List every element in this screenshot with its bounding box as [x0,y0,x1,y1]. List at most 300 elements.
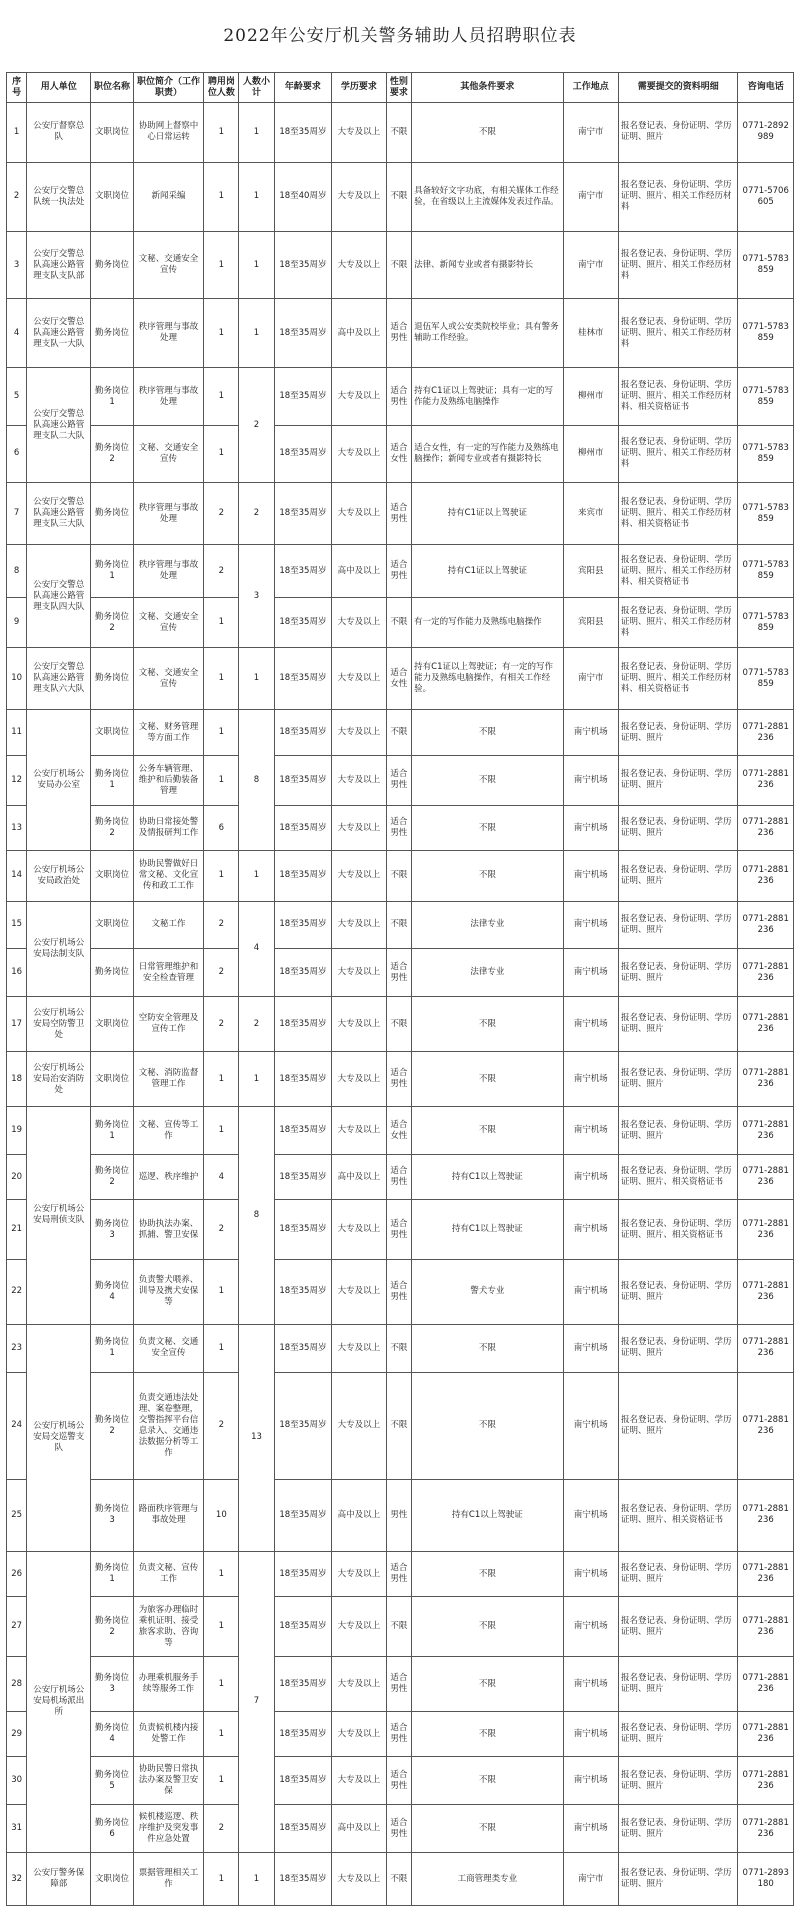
other-requirements: 法律专业 [412,901,563,949]
row-number: 10 [7,648,27,710]
post-description: 秩序管理与事故处理 [133,368,203,425]
age-requirement: 18至40周岁 [274,162,332,231]
post-description: 文秘、交通安全宣传 [133,597,203,647]
post-description: 负责警犬喂养、训导及携犬安保等 [133,1260,203,1325]
work-location: 宾阳县 [563,545,618,598]
contact-phone: 0771-2881236 [738,1712,794,1757]
table-row [7,1480,794,1552]
education-requirement: 大专及以上 [332,1853,386,1906]
other-requirements: 适合女性，有一定的写作能力及熟练电脑操作；新闻专业或者有摄影特长 [412,425,563,482]
required-documents: 报名登记表、身份证明、学历证明、照片、相关资格证书 [619,1480,738,1552]
other-requirements: 不限 [412,1805,563,1853]
header-col-gender: 性别要求 [386,73,412,103]
age-requirement: 18至35周岁 [274,368,332,425]
row-number: 24 [7,1372,27,1480]
age-requirement: 18至35周岁 [274,1712,332,1757]
gender-requirement: 适合男性 [386,1712,412,1757]
age-requirement: 18至35周岁 [274,1597,332,1657]
other-requirements: 持有C1证以上驾驶证 [412,545,563,598]
row-number: 23 [7,1324,27,1372]
gender-requirement: 不限 [386,597,412,647]
hire-count: 2 [204,1372,239,1480]
education-requirement: 大专及以上 [332,1107,386,1155]
hire-count: 1 [204,710,239,755]
hire-count: 10 [204,1480,239,1552]
table-row [7,597,794,647]
age-requirement: 18至35周岁 [274,1805,332,1853]
education-requirement: 大专及以上 [332,483,386,545]
other-requirements: 不限 [412,103,563,163]
post-name: 勤务岗位2 [91,1372,134,1480]
post-description: 巡逻、秩序维护 [133,1154,203,1199]
post-description: 负责候机楼内接处警工作 [133,1712,203,1757]
post-description: 票据管理相关工作 [133,1853,203,1906]
other-requirements: 持有C1证以上驾驶证；具有一定的写作能力及熟练电脑操作 [412,368,563,425]
hire-count: 1 [204,162,239,231]
other-requirements: 持有C1证以上驾驶证；有一定的写作能力及熟练电脑操作，有相关工作经验。 [412,648,563,710]
age-requirement: 18至35周岁 [274,805,332,850]
gender-requirement: 适合男性 [386,1260,412,1325]
work-location: 南宁机场 [563,710,618,755]
gender-requirement: 适合男性 [386,1757,412,1805]
contact-phone: 0771-5783859 [738,368,794,425]
employer-unit: 公安厅机场公安局办公室 [27,710,91,851]
education-requirement: 大专及以上 [332,805,386,850]
row-number: 29 [7,1712,27,1757]
headcount-subtotal: 7 [239,1551,274,1852]
other-requirements: 法律专业 [412,949,563,997]
contact-phone: 0771-2881236 [738,949,794,997]
required-documents: 报名登记表、身份证明、学历证明、照片 [619,1657,738,1712]
age-requirement: 18至35周岁 [274,997,332,1052]
table-row [7,1757,794,1805]
post-name: 勤务岗位1 [91,1107,134,1155]
age-requirement: 18至35周岁 [274,1551,332,1596]
gender-requirement: 适合男性 [386,1551,412,1596]
education-requirement: 大专及以上 [332,851,386,901]
post-name: 勤务岗位1 [91,755,134,805]
post-name: 勤务岗位1 [91,368,134,425]
post-name: 勤务岗位2 [91,805,134,850]
headcount-subtotal: 1 [239,162,274,231]
table-row [7,648,794,710]
header-col-desc: 职位简介（工作职责） [133,73,203,103]
work-location: 南宁机场 [563,1480,618,1552]
age-requirement: 18至35周岁 [274,232,332,299]
employer-unit: 公安厅交警总队高速公路管理支队二大队 [27,368,91,483]
row-number: 16 [7,949,27,997]
work-location: 南宁市 [563,648,618,710]
gender-requirement: 不限 [386,1372,412,1480]
work-location: 南宁机场 [563,1657,618,1712]
row-number: 25 [7,1480,27,1552]
gender-requirement: 不限 [386,1597,412,1657]
contact-phone: 0771-5783859 [738,483,794,545]
gender-requirement: 不限 [386,901,412,949]
table-row [7,997,794,1052]
employer-unit: 公安厅警务保障部 [27,1853,91,1906]
required-documents: 报名登记表、身份证明、学历证明、照片 [619,1712,738,1757]
post-description: 公务车辆管理、维护和后勤装备管理 [133,755,203,805]
headcount-subtotal: 1 [239,1052,274,1107]
row-number: 18 [7,1052,27,1107]
contact-phone: 0771-2881236 [738,1805,794,1853]
hire-count: 2 [204,545,239,598]
contact-phone: 0771-2881236 [738,997,794,1052]
post-name: 勤务岗位5 [91,1757,134,1805]
table-row [7,425,794,482]
table-row [7,1597,794,1657]
hire-count: 1 [204,425,239,482]
table-row [7,901,794,949]
required-documents: 报名登记表、身份证明、学历证明、照片 [619,1372,738,1480]
required-documents: 报名登记表、身份证明、学历证明、照片、相关工作经历材料、相关资格证书 [619,368,738,425]
age-requirement: 18至35周岁 [274,1757,332,1805]
hire-count: 1 [204,1657,239,1712]
row-number: 11 [7,710,27,755]
required-documents: 报名登记表、身份证明、学历证明、照片 [619,103,738,163]
gender-requirement: 适合男性 [386,299,412,368]
employer-unit: 公安厅督察总队 [27,103,91,163]
gender-requirement: 适合男性 [386,1154,412,1199]
required-documents: 报名登记表、身份证明、学历证明、照片、相关资格证书 [619,1154,738,1199]
other-requirements: 不限 [412,755,563,805]
other-requirements: 警犬专业 [412,1260,563,1325]
contact-phone: 0771-2881236 [738,1200,794,1260]
headcount-subtotal: 3 [239,545,274,648]
education-requirement: 高中及以上 [332,1480,386,1552]
required-documents: 报名登记表、身份证明、学历证明、照片 [619,1853,738,1906]
post-name: 勤务岗位1 [91,1324,134,1372]
work-location: 南宁机场 [563,997,618,1052]
age-requirement: 18至35周岁 [274,103,332,163]
work-location: 柳州市 [563,368,618,425]
hire-count: 1 [204,648,239,710]
post-name: 文职岗位 [91,851,134,901]
post-description: 文秘工作 [133,901,203,949]
age-requirement: 18至35周岁 [274,1480,332,1552]
contact-phone: 0771-2881236 [738,1260,794,1325]
hire-count: 1 [204,1712,239,1757]
contact-phone: 0771-5783859 [738,545,794,598]
table-row [7,545,794,598]
hire-count: 2 [204,483,239,545]
table-row [7,1372,794,1480]
hire-count: 1 [204,1853,239,1906]
hire-count: 1 [204,1260,239,1325]
employer-unit: 公安厅交警总队统一执法处 [27,162,91,231]
required-documents: 报名登记表、身份证明、学历证明、照片 [619,1324,738,1372]
row-number: 21 [7,1200,27,1260]
contact-phone: 0771-2881236 [738,1324,794,1372]
post-name: 勤务岗位2 [91,425,134,482]
education-requirement: 高中及以上 [332,1805,386,1853]
gender-requirement: 适合男性 [386,949,412,997]
other-requirements: 持有C1以上驾驶证 [412,1154,563,1199]
age-requirement: 18至35周岁 [274,1324,332,1372]
employer-unit: 公安厅交警总队高速公路管理支队六大队 [27,648,91,710]
education-requirement: 大专及以上 [332,1052,386,1107]
row-number: 22 [7,1260,27,1325]
other-requirements: 不限 [412,1551,563,1596]
other-requirements: 不限 [412,710,563,755]
required-documents: 报名登记表、身份证明、学历证明、照片、相关工作经历材料、相关资格证书 [619,545,738,598]
row-number: 7 [7,483,27,545]
post-name: 勤务岗位 [91,648,134,710]
gender-requirement: 不限 [386,232,412,299]
age-requirement: 18至35周岁 [274,1657,332,1712]
table-row [7,1107,794,1155]
required-documents: 报名登记表、身份证明、学历证明、照片 [619,755,738,805]
required-documents: 报名登记表、身份证明、学历证明、照片 [619,1052,738,1107]
other-requirements: 不限 [412,1324,563,1372]
work-location: 南宁机场 [563,1372,618,1480]
document-title: 2022年公安厅机关警务辅助人员招聘职位表 [223,26,577,46]
gender-requirement: 适合男性 [386,1200,412,1260]
education-requirement: 大专及以上 [332,1260,386,1325]
table-row [7,1853,794,1906]
post-description: 文秘、交通安全宣传 [133,232,203,299]
required-documents: 报名登记表、身份证明、学历证明、照片、相关工作经历材料 [619,597,738,647]
table-row [7,1052,794,1107]
hire-count: 1 [204,232,239,299]
header-col-age: 年龄要求 [274,73,332,103]
other-requirements: 法律、新闻专业或者有摄影特长 [412,232,563,299]
contact-phone: 0771-5783859 [738,299,794,368]
other-requirements: 不限 [412,805,563,850]
table-row [7,755,794,805]
hire-count: 4 [204,1154,239,1199]
headcount-subtotal: 1 [239,299,274,368]
required-documents: 报名登记表、身份证明、学历证明、照片 [619,901,738,949]
age-requirement: 18至35周岁 [274,648,332,710]
contact-phone: 0771-2881236 [738,1052,794,1107]
education-requirement: 大专及以上 [332,1324,386,1372]
headcount-subtotal: 2 [239,997,274,1052]
work-location: 南宁机场 [563,1200,618,1260]
other-requirements: 持有C1以上驾驶证 [412,1200,563,1260]
contact-phone: 0771-2881236 [738,901,794,949]
table-row [7,1154,794,1199]
header-col-unit: 用人单位 [27,73,91,103]
education-requirement: 大专及以上 [332,1597,386,1657]
age-requirement: 18至35周岁 [274,1107,332,1155]
education-requirement: 大专及以上 [332,162,386,231]
work-location: 南宁市 [563,232,618,299]
post-description: 文秘、交通安全宣传 [133,425,203,482]
post-description: 办理乘机服务手续等服务工作 [133,1657,203,1712]
age-requirement: 18至35周岁 [274,597,332,647]
other-requirements: 不限 [412,1597,563,1657]
other-requirements: 不限 [412,997,563,1052]
education-requirement: 大专及以上 [332,1200,386,1260]
other-requirements: 不限 [412,1657,563,1712]
positions-table [6,72,794,1906]
education-requirement: 高中及以上 [332,1154,386,1199]
gender-requirement: 不限 [386,162,412,231]
post-name: 勤务岗位3 [91,1657,134,1712]
hire-count: 1 [204,851,239,901]
contact-phone: 0771-2881236 [738,851,794,901]
header-col-other: 其他条件要求 [412,73,563,103]
gender-requirement: 不限 [386,851,412,901]
headcount-subtotal: 1 [239,103,274,163]
post-name: 勤务岗位3 [91,1200,134,1260]
table-row [7,368,794,425]
post-name: 勤务岗位 [91,299,134,368]
age-requirement: 18至35周岁 [274,710,332,755]
education-requirement: 大专及以上 [332,597,386,647]
required-documents: 报名登记表、身份证明、学历证明、照片 [619,1805,738,1853]
post-description: 负责文秘、宣传工作 [133,1551,203,1596]
table-row [7,1324,794,1372]
hire-count: 2 [204,997,239,1052]
education-requirement: 大专及以上 [332,755,386,805]
post-name: 文职岗位 [91,1853,134,1906]
required-documents: 报名登记表、身份证明、学历证明、照片、相关工作经历材料 [619,232,738,299]
contact-phone: 0771-2881236 [738,1372,794,1480]
age-requirement: 18至35周岁 [274,1853,332,1906]
age-requirement: 18至35周岁 [274,1260,332,1325]
gender-requirement: 适合女性 [386,425,412,482]
row-number: 5 [7,368,27,425]
other-requirements: 不限 [412,851,563,901]
header-col-subtotal: 人数小计 [239,73,274,103]
hire-count: 1 [204,1597,239,1657]
post-description: 新闻采编 [133,162,203,231]
hire-count: 1 [204,1757,239,1805]
education-requirement: 大专及以上 [332,425,386,482]
work-location: 南宁机场 [563,1757,618,1805]
work-location: 南宁市 [563,103,618,163]
table-row [7,299,794,368]
table-header-row [7,73,794,103]
gender-requirement: 适合男性 [386,368,412,425]
work-location: 柳州市 [563,425,618,482]
headcount-subtotal: 4 [239,901,274,997]
row-number: 31 [7,1805,27,1853]
post-name: 勤务岗位2 [91,597,134,647]
employer-unit: 公安厅交警总队高速公路管理支队支队部 [27,232,91,299]
post-name: 文职岗位 [91,103,134,163]
row-number: 1 [7,103,27,163]
post-name: 勤务岗位2 [91,1154,134,1199]
age-requirement: 18至35周岁 [274,1372,332,1480]
age-requirement: 18至35周岁 [274,425,332,482]
gender-requirement: 适合女性 [386,648,412,710]
hire-count: 2 [204,1805,239,1853]
contact-phone: 0771-5706605 [738,162,794,231]
post-name: 勤务岗位 [91,949,134,997]
required-documents: 报名登记表、身份证明、学历证明、照片 [619,1757,738,1805]
table-row [7,162,794,231]
row-number: 32 [7,1853,27,1906]
hire-count: 2 [204,949,239,997]
education-requirement: 大专及以上 [332,1372,386,1480]
contact-phone: 0771-2881236 [738,1551,794,1596]
headcount-subtotal: 1 [239,648,274,710]
gender-requirement: 适合男性 [386,805,412,850]
headcount-subtotal: 1 [239,232,274,299]
post-description: 秩序管理与事故处理 [133,483,203,545]
work-location: 南宁机场 [563,1551,618,1596]
hire-count: 1 [204,1551,239,1596]
post-name: 文职岗位 [91,901,134,949]
contact-phone: 0771-5783859 [738,648,794,710]
row-number: 12 [7,755,27,805]
other-requirements: 不限 [412,1107,563,1155]
headcount-subtotal: 13 [239,1324,274,1551]
required-documents: 报名登记表、身份证明、学历证明、照片 [619,1260,738,1325]
education-requirement: 大专及以上 [332,103,386,163]
table-row [7,851,794,901]
work-location: 南宁市 [563,1853,618,1906]
table-row [7,1805,794,1853]
other-requirements: 不限 [412,1052,563,1107]
gender-requirement: 适合男性 [386,483,412,545]
education-requirement: 大专及以上 [332,1551,386,1596]
work-location: 南宁市 [563,162,618,231]
other-requirements: 持有C1以上驾驶证 [412,1480,563,1552]
education-requirement: 大专及以上 [332,710,386,755]
post-description: 协助日常接处警及情报研判工作 [133,805,203,850]
contact-phone: 0771-2881236 [738,755,794,805]
other-requirements: 工商管理类专业 [412,1853,563,1906]
headcount-subtotal: 8 [239,710,274,851]
contact-phone: 0771-2892989 [738,103,794,163]
required-documents: 报名登记表、身份证明、学历证明、照片 [619,1551,738,1596]
age-requirement: 18至35周岁 [274,1154,332,1199]
age-requirement: 18至35周岁 [274,755,332,805]
post-description: 秩序管理与事故处理 [133,299,203,368]
required-documents: 报名登记表、身份证明、学历证明、照片、相关工作经历材料 [619,299,738,368]
work-location: 南宁机场 [563,901,618,949]
gender-requirement: 适合男性 [386,1657,412,1712]
post-name: 勤务岗位4 [91,1260,134,1325]
post-name: 勤务岗位3 [91,1480,134,1552]
row-number: 28 [7,1657,27,1712]
required-documents: 报名登记表、身份证明、学历证明、照片 [619,710,738,755]
row-number: 6 [7,425,27,482]
contact-phone: 0771-2881236 [738,710,794,755]
headcount-subtotal: 1 [239,1853,274,1906]
employer-unit: 公安厅交警总队高速公路管理支队三大队 [27,483,91,545]
post-description: 为旅客办理临时乘机证明、接受旅客求助、咨询等 [133,1597,203,1657]
other-requirements: 具备较好文字功底，有相关媒体工作经验，在省级以上主流媒体发表过作品。 [412,162,563,231]
gender-requirement: 适合男性 [386,1805,412,1853]
contact-phone: 0771-2881236 [738,805,794,850]
employer-unit: 公安厅机场公安局交巡警支队 [27,1324,91,1551]
work-location: 南宁机场 [563,1154,618,1199]
education-requirement: 大专及以上 [332,949,386,997]
header-col-no: 序号 [7,73,27,103]
hire-count: 1 [204,755,239,805]
hire-count: 2 [204,901,239,949]
post-name: 勤务岗位 [91,483,134,545]
gender-requirement: 不限 [386,103,412,163]
headcount-subtotal: 1 [239,851,274,901]
post-description: 文秘、宣传等工作 [133,1107,203,1155]
post-name: 勤务岗位2 [91,1597,134,1657]
contact-phone: 0771-5783859 [738,425,794,482]
post-description: 文秘、财务管理等方面工作 [133,710,203,755]
contact-phone: 0771-2881236 [738,1154,794,1199]
gender-requirement: 不限 [386,710,412,755]
work-location: 桂林市 [563,299,618,368]
gender-requirement: 不限 [386,1324,412,1372]
post-description: 负责交通违法处理、案卷整理，交警指挥平台信息录入、交通违法数据分析等工作 [133,1372,203,1480]
other-requirements: 退伍军人或公安类院校毕业；具有警务辅助工作经验。 [412,299,563,368]
